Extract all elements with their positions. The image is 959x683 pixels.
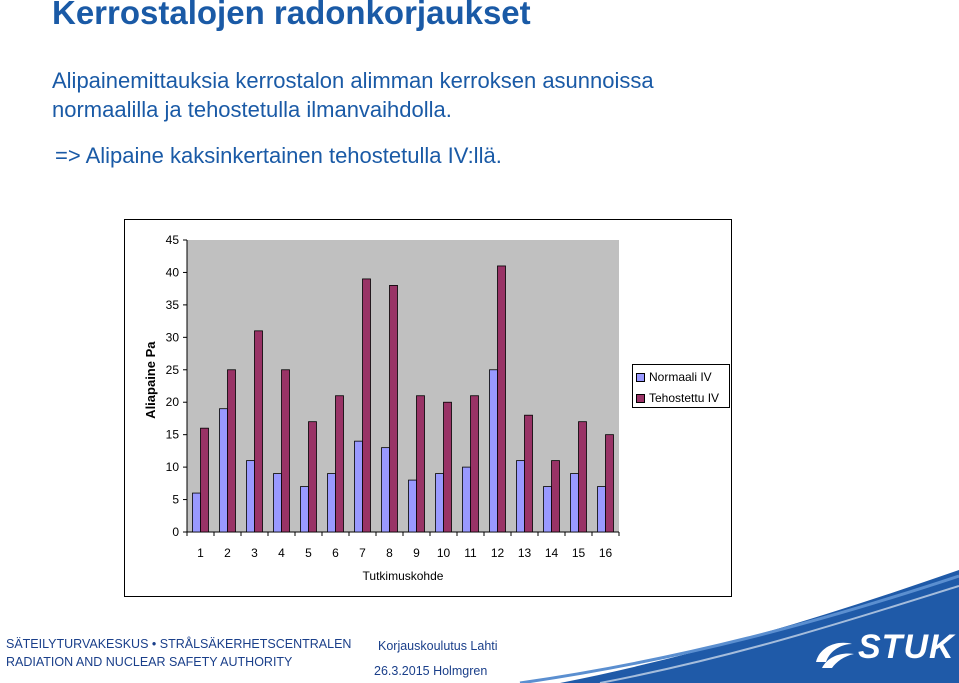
bar-tehostettu-15 [579,422,587,532]
y-tick-label: 35 [165,297,179,312]
page-title: Kerrostalojen radonkorjaukset [52,0,531,31]
subtitle-line-1: Alipainemittauksia kerrostalon alimman kerroksen asunnoissa [52,68,654,93]
x-tick-label: 14 [544,546,559,560]
x-tick-label: 4 [278,546,285,560]
bar-tehostettu-5 [309,422,317,532]
x-tick-label: 1 [197,546,204,560]
legend-item-tehostettu [636,391,719,405]
y-tick-label: 40 [165,265,179,280]
y-tick-label: 20 [165,395,179,410]
bar-normaali-3 [247,461,255,532]
bar-normaali-12 [490,370,498,532]
stuk-logo-text: STUK [858,628,955,666]
x-tick-label: 2 [224,546,231,560]
x-tick-label: 16 [598,546,613,560]
y-axis-title: Aliapaine Pa [143,341,158,419]
legend-swatch-tehostettu [636,394,645,403]
chart-legend [632,364,730,408]
y-tick-label: 15 [165,427,179,442]
footer-date-author: 26.3.2015 Holmgren [374,664,488,678]
bar-normaali-13 [517,461,525,532]
y-tick-label: 10 [165,460,179,475]
bar-tehostettu-1 [201,428,209,532]
y-tick-label: 0 [172,525,179,539]
bar-normaali-4 [274,474,282,532]
x-tick-label: 6 [332,546,339,560]
subtitle-line-2: normaalilla ja tehostetulla ilmanvaihdolla. [52,97,452,122]
bar-normaali-5 [301,487,309,532]
y-tick-label: 45 [165,233,179,247]
conclusion-text: => Alipaine kaksinkertainen tehostetulla IV:llä. [55,143,502,168]
bar-normaali-16 [598,487,606,532]
bar-tehostettu-11 [471,396,479,532]
bar-tehostettu-7 [363,279,371,532]
bar-tehostettu-3 [255,331,263,532]
bar-tehostettu-6 [336,396,344,532]
bar-normaali-9 [409,480,417,532]
bar-tehostettu-4 [282,370,290,532]
footer-org-line-2: RADIATION AND NUCLEAR SAFETY AUTHORITY [6,655,293,669]
bar-normaali-10 [436,474,444,532]
bar-tehostettu-10 [444,402,452,532]
x-tick-label: 3 [251,546,258,560]
bar-normaali-2 [220,409,228,532]
bar-tehostettu-13 [525,415,533,532]
stuk-logo-icon [812,632,856,676]
x-tick-label: 5 [305,546,312,560]
x-tick-label: 10 [436,546,451,560]
bar-normaali-6 [328,474,336,532]
bar-normaali-15 [571,474,579,532]
y-tick-label: 30 [165,330,179,345]
bar-normaali-1 [193,493,201,532]
bar-tehostettu-9 [417,396,425,532]
bar-tehostettu-14 [552,461,560,532]
bar-tehostettu-12 [498,266,506,532]
bar-tehostettu-16 [606,435,614,532]
legend-label-normaali: Normaali IV [649,370,712,384]
legend-item-normaali [636,370,712,384]
bar-normaali-8 [382,448,390,532]
x-tick-label: 13 [517,546,532,560]
legend-label-tehostettu: Tehostettu IV [649,391,720,405]
x-tick-label: 12 [490,546,505,560]
x-tick-label: 11 [464,546,477,560]
bar-normaali-11 [463,467,471,532]
y-tick-label: 5 [172,492,179,507]
x-tick-label: 8 [386,546,393,560]
legend-swatch-normaali [636,373,645,382]
x-tick-label: 9 [413,546,420,560]
footer-org-line-1: SÄTEILYTURVAKESKUS • STRÅLSÄKERHETSCENTRALEN [6,637,352,651]
stuk-logo [812,628,955,672]
x-tick-label: 7 [359,546,366,560]
chart-container [124,219,732,597]
subtitle [52,66,654,124]
x-axis-title: Tutkimuskohde [362,569,444,583]
y-tick-label: 25 [165,362,179,377]
footer-course: Korjauskoulutus Lahti [378,639,498,653]
x-tick-label: 15 [571,546,586,560]
bar-chart [125,220,731,596]
bar-tehostettu-2 [228,370,236,532]
bar-normaali-7 [355,441,363,532]
bar-normaali-14 [544,487,552,532]
bar-tehostettu-8 [390,285,398,532]
